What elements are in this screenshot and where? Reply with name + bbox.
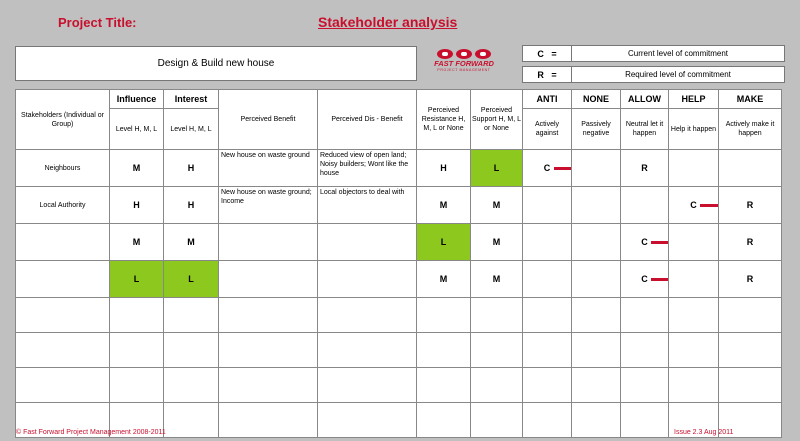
support-cell[interactable]: M (471, 187, 523, 224)
commitment-cell-none[interactable] (572, 261, 621, 298)
empty-cell[interactable] (719, 333, 782, 368)
required-marker: R (746, 237, 754, 247)
stakeholder-cell[interactable]: Local Authority (16, 187, 110, 224)
empty-cell[interactable] (318, 298, 417, 333)
project-name-box[interactable]: Design & Build new house (15, 46, 417, 81)
influence-cell[interactable]: M (110, 224, 164, 261)
disbenefit-cell[interactable]: Reduced view of open land; Noisy builders; Wont like the house (318, 150, 417, 187)
empty-cell[interactable] (219, 298, 318, 333)
fast-forward-logo (428, 49, 500, 73)
influence-cell[interactable]: M (110, 150, 164, 187)
interest-cell[interactable]: H (164, 187, 219, 224)
col-influence: Influence (110, 90, 164, 109)
footer-copyright: © Fast Forward Project Management 2008-2011 (16, 429, 166, 436)
support-cell[interactable]: M (471, 224, 523, 261)
empty-cell[interactable] (110, 333, 164, 368)
disbenefit-cell[interactable] (318, 224, 417, 261)
current-marker: C (543, 163, 551, 173)
empty-cell[interactable] (621, 403, 669, 438)
commitment-cell-anti[interactable] (523, 224, 572, 261)
table-row (16, 261, 782, 298)
col-influence-sub: Level H, M, L (110, 109, 164, 150)
commitment-arrow-icon (700, 204, 719, 207)
empty-cell[interactable] (16, 333, 110, 368)
table-row-empty (16, 368, 782, 403)
empty-cell[interactable] (572, 368, 621, 403)
empty-cell[interactable] (471, 298, 523, 333)
empty-cell[interactable] (471, 403, 523, 438)
stakeholder-table (15, 89, 782, 438)
resistance-cell[interactable]: H (417, 150, 471, 187)
commitment-arrow-icon (651, 241, 669, 244)
current-marker: C (641, 274, 648, 284)
empty-cell[interactable] (572, 333, 621, 368)
empty-cell[interactable] (523, 368, 572, 403)
influence-cell[interactable]: L (110, 261, 164, 298)
key-required (522, 66, 785, 83)
commitment-cell-help[interactable] (669, 150, 719, 187)
interest-cell[interactable]: L (164, 261, 219, 298)
empty-cell[interactable] (523, 298, 572, 333)
commitment-cell-help[interactable] (669, 187, 719, 224)
empty-cell[interactable] (719, 368, 782, 403)
commitment-cell-make[interactable] (719, 187, 782, 224)
col-none: NONE (572, 90, 621, 109)
empty-cell[interactable] (164, 333, 219, 368)
commitment-cell-anti[interactable] (523, 150, 572, 187)
current-marker: C (641, 237, 648, 247)
table-row (16, 224, 782, 261)
commitment-cell-allow[interactable] (621, 261, 669, 298)
required-marker: R (641, 163, 648, 173)
empty-cell[interactable] (110, 368, 164, 403)
col-resistance: Perceived Resistance H, M, L or None (417, 90, 471, 150)
col-allow-sub: Neutral let it happen (621, 109, 669, 150)
col-disbenefit: Perceived Dis - Benefit (318, 90, 417, 150)
col-support: Perceived Support H, M, L or None (471, 90, 523, 150)
benefit-cell[interactable] (219, 261, 318, 298)
col-help: HELP (669, 90, 719, 109)
logo-brand: FAST FORWARD (434, 59, 494, 68)
required-marker: R (746, 200, 754, 210)
disbenefit-cell[interactable] (318, 261, 417, 298)
empty-cell[interactable] (621, 298, 669, 333)
commitment-cell-none[interactable] (572, 150, 621, 187)
commitment-cell-make[interactable] (719, 150, 782, 187)
empty-cell[interactable] (523, 333, 572, 368)
stakeholder-cell[interactable] (16, 224, 110, 261)
resistance-cell[interactable]: L (417, 224, 471, 261)
benefit-cell[interactable]: New house on waste ground; Income (219, 187, 318, 224)
empty-cell[interactable] (16, 298, 110, 333)
commitment-arrow-icon (554, 167, 572, 170)
interest-cell[interactable]: M (164, 224, 219, 261)
empty-cell[interactable] (219, 333, 318, 368)
col-interest: Interest (164, 90, 219, 109)
empty-cell[interactable] (318, 368, 417, 403)
resistance-cell[interactable]: M (417, 187, 471, 224)
empty-cell[interactable] (572, 403, 621, 438)
stakeholder-cell[interactable]: Neighbours (16, 150, 110, 187)
empty-cell[interactable] (572, 298, 621, 333)
resistance-cell[interactable]: M (417, 261, 471, 298)
support-cell[interactable]: L (471, 150, 523, 187)
project-title-label: Project Title: (58, 15, 137, 30)
empty-cell[interactable] (417, 368, 471, 403)
key-desc-c: Current level of commitment (627, 49, 729, 58)
key-current (522, 45, 785, 62)
empty-cell[interactable] (16, 368, 110, 403)
key-code-c: C = (523, 46, 572, 61)
empty-cell[interactable] (219, 403, 318, 438)
empty-cell[interactable] (471, 368, 523, 403)
empty-cell[interactable] (669, 368, 719, 403)
col-make: MAKE (719, 90, 782, 109)
commitment-cell-anti[interactable] (523, 187, 572, 224)
commitment-cell-make[interactable] (719, 224, 782, 261)
empty-cell[interactable] (417, 298, 471, 333)
empty-cell[interactable] (164, 368, 219, 403)
table-row (16, 150, 782, 187)
current-marker: C (690, 200, 697, 210)
benefit-cell[interactable] (219, 224, 318, 261)
col-anti: ANTI (523, 90, 572, 109)
empty-cell[interactable] (164, 298, 219, 333)
influence-cell[interactable]: H (110, 187, 164, 224)
commitment-cell-allow[interactable] (621, 224, 669, 261)
table-row (16, 187, 782, 224)
empty-cell[interactable] (219, 368, 318, 403)
empty-cell[interactable] (417, 333, 471, 368)
key-desc-r: Required level of commitment (625, 70, 731, 79)
empty-cell[interactable] (164, 403, 219, 438)
commitment-cell-anti[interactable] (523, 261, 572, 298)
key-code-r: R = (523, 67, 572, 82)
logo-sub: PROJECT MANAGEMENT (437, 68, 491, 72)
analysis-title: Stakeholder analysis (318, 14, 458, 30)
logo-mark-icon (428, 49, 500, 59)
col-benefit: Perceived Benefit (219, 90, 318, 150)
commitment-cell-allow[interactable] (621, 150, 669, 187)
support-cell[interactable]: M (471, 261, 523, 298)
empty-cell[interactable] (318, 403, 417, 438)
col-none-sub: Passively negative (572, 109, 621, 150)
col-interest-sub: Level H, M, L (164, 109, 219, 150)
empty-cell[interactable] (417, 403, 471, 438)
empty-cell[interactable] (621, 368, 669, 403)
required-marker: R (746, 274, 754, 284)
col-help-sub: Help it happen (669, 109, 719, 150)
empty-cell[interactable] (719, 298, 782, 333)
col-allow: ALLOW (621, 90, 669, 109)
stakeholder-cell[interactable] (16, 261, 110, 298)
empty-cell[interactable] (471, 333, 523, 368)
empty-cell[interactable] (318, 333, 417, 368)
interest-cell[interactable]: H (164, 150, 219, 187)
disbenefit-cell[interactable]: Local objectors to deal with (318, 187, 417, 224)
benefit-cell[interactable]: New house on waste ground (219, 150, 318, 187)
commitment-arrow-icon (651, 278, 669, 281)
commitment-cell-help[interactable] (669, 261, 719, 298)
table-row-empty (16, 298, 782, 333)
commitment-cell-help[interactable] (669, 224, 719, 261)
empty-cell[interactable] (621, 333, 669, 368)
commitment-cell-none[interactable] (572, 224, 621, 261)
table-row-empty (16, 333, 782, 368)
col-make-sub: Actively make it happen (719, 109, 782, 150)
commitment-cell-make[interactable] (719, 261, 782, 298)
empty-cell[interactable] (669, 298, 719, 333)
commitment-cell-allow[interactable] (621, 187, 669, 224)
empty-cell[interactable] (523, 403, 572, 438)
commitment-cell-none[interactable] (572, 187, 621, 224)
empty-cell[interactable] (669, 333, 719, 368)
empty-cell[interactable] (110, 298, 164, 333)
col-stakeholders: Stakeholders (Individual or Group) (16, 90, 110, 150)
col-anti-sub: Actively against (523, 109, 572, 150)
footer-issue: Issue 2.3 Aug 2011 (674, 429, 734, 436)
